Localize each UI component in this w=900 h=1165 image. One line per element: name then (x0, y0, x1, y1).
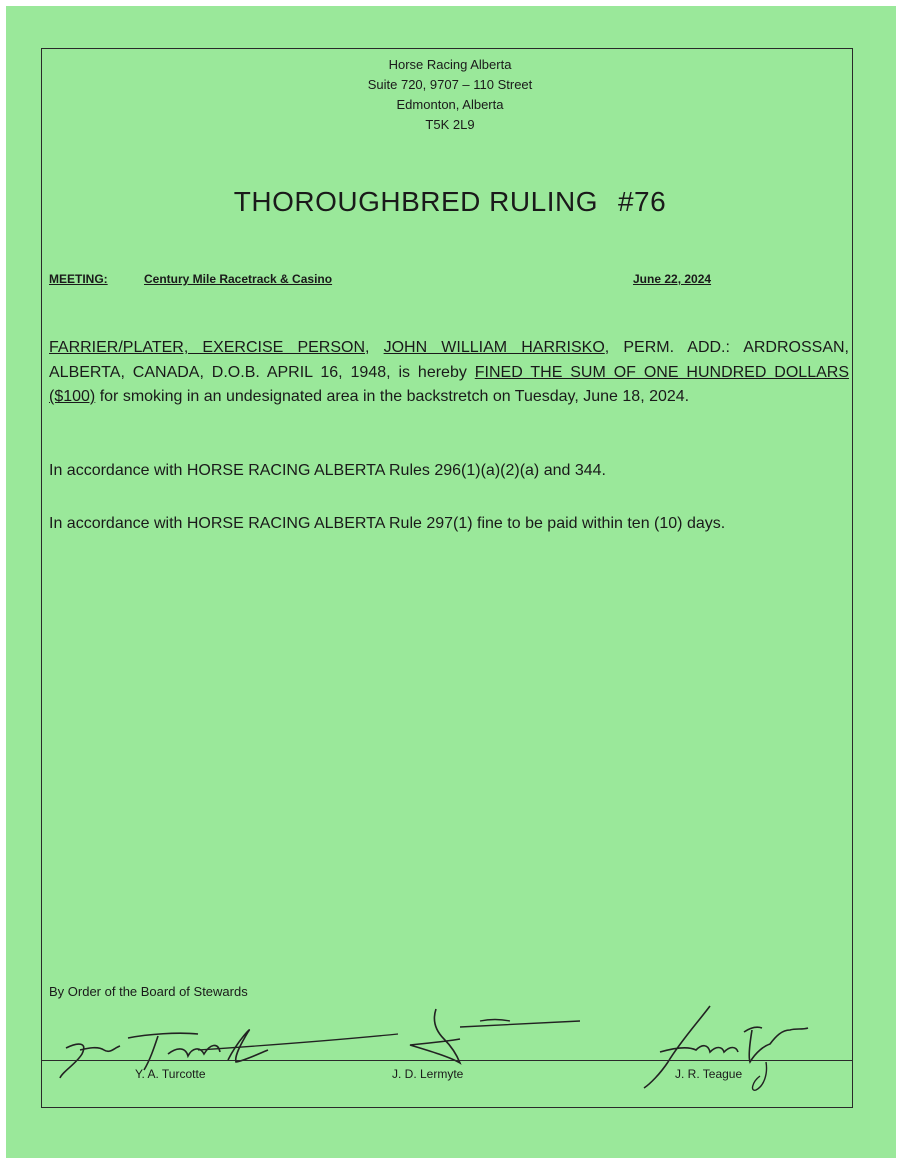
meeting-venue: Century Mile Racetrack & Casino (144, 272, 333, 286)
rule-reference-2: In accordance with HORSE RACING ALBERTA Rule 297(1) fine to be paid within ten (10) days. (49, 515, 726, 532)
offense-description: for smoking in an undesignated area in the backstretch on Tuesday, June 18, 2024. (95, 388, 690, 405)
ruling-number: #76 (617, 186, 667, 217)
ruling-title-text: THOROUGHBRED RULING (233, 186, 598, 217)
signature-line (41, 1060, 853, 1061)
ruling-body (49, 336, 849, 410)
meeting-label: MEETING: (49, 272, 108, 286)
meeting-date: June 22, 2024 (633, 272, 712, 286)
person-details: , PERM. ADD.: ARDROSSAN, ALBERTA, CANADA, D.O.B. APRIL 16, 1948, is hereby (49, 339, 849, 381)
ruling-title (0, 186, 900, 218)
teague-signature (640, 1002, 820, 1097)
lermyte-signature (380, 1005, 600, 1075)
person-name: JOHN WILLIAM HARRISKO (383, 339, 605, 356)
rule-reference-1: In accordance with HORSE RACING ALBERTA Rules 296(1)(a)(2)(a) and 344. (49, 462, 606, 479)
address-organization: Horse Racing Alberta (388, 57, 512, 72)
address-street: Suite 720, 9707 – 110 Street (367, 77, 533, 92)
steward-name-turcotte: Y. A. Turcotte (135, 1067, 206, 1081)
steward-name-lermyte: J. D. Lermyte (392, 1067, 464, 1081)
steward-name-teague: J. R. Teague (675, 1067, 743, 1081)
occupation: FARRIER/PLATER, EXERCISE PERSON (49, 339, 366, 356)
fine-amount: FINED THE SUM OF ONE HUNDRED DOLLARS ($100) (49, 363, 849, 405)
board-order-text: By Order of the Board of Stewards (49, 984, 248, 999)
address-block (0, 55, 900, 135)
address-postal-code: T5K 2L9 (425, 117, 475, 132)
address-city: Edmonton, Alberta (396, 97, 504, 112)
body-separator: , (365, 339, 384, 356)
